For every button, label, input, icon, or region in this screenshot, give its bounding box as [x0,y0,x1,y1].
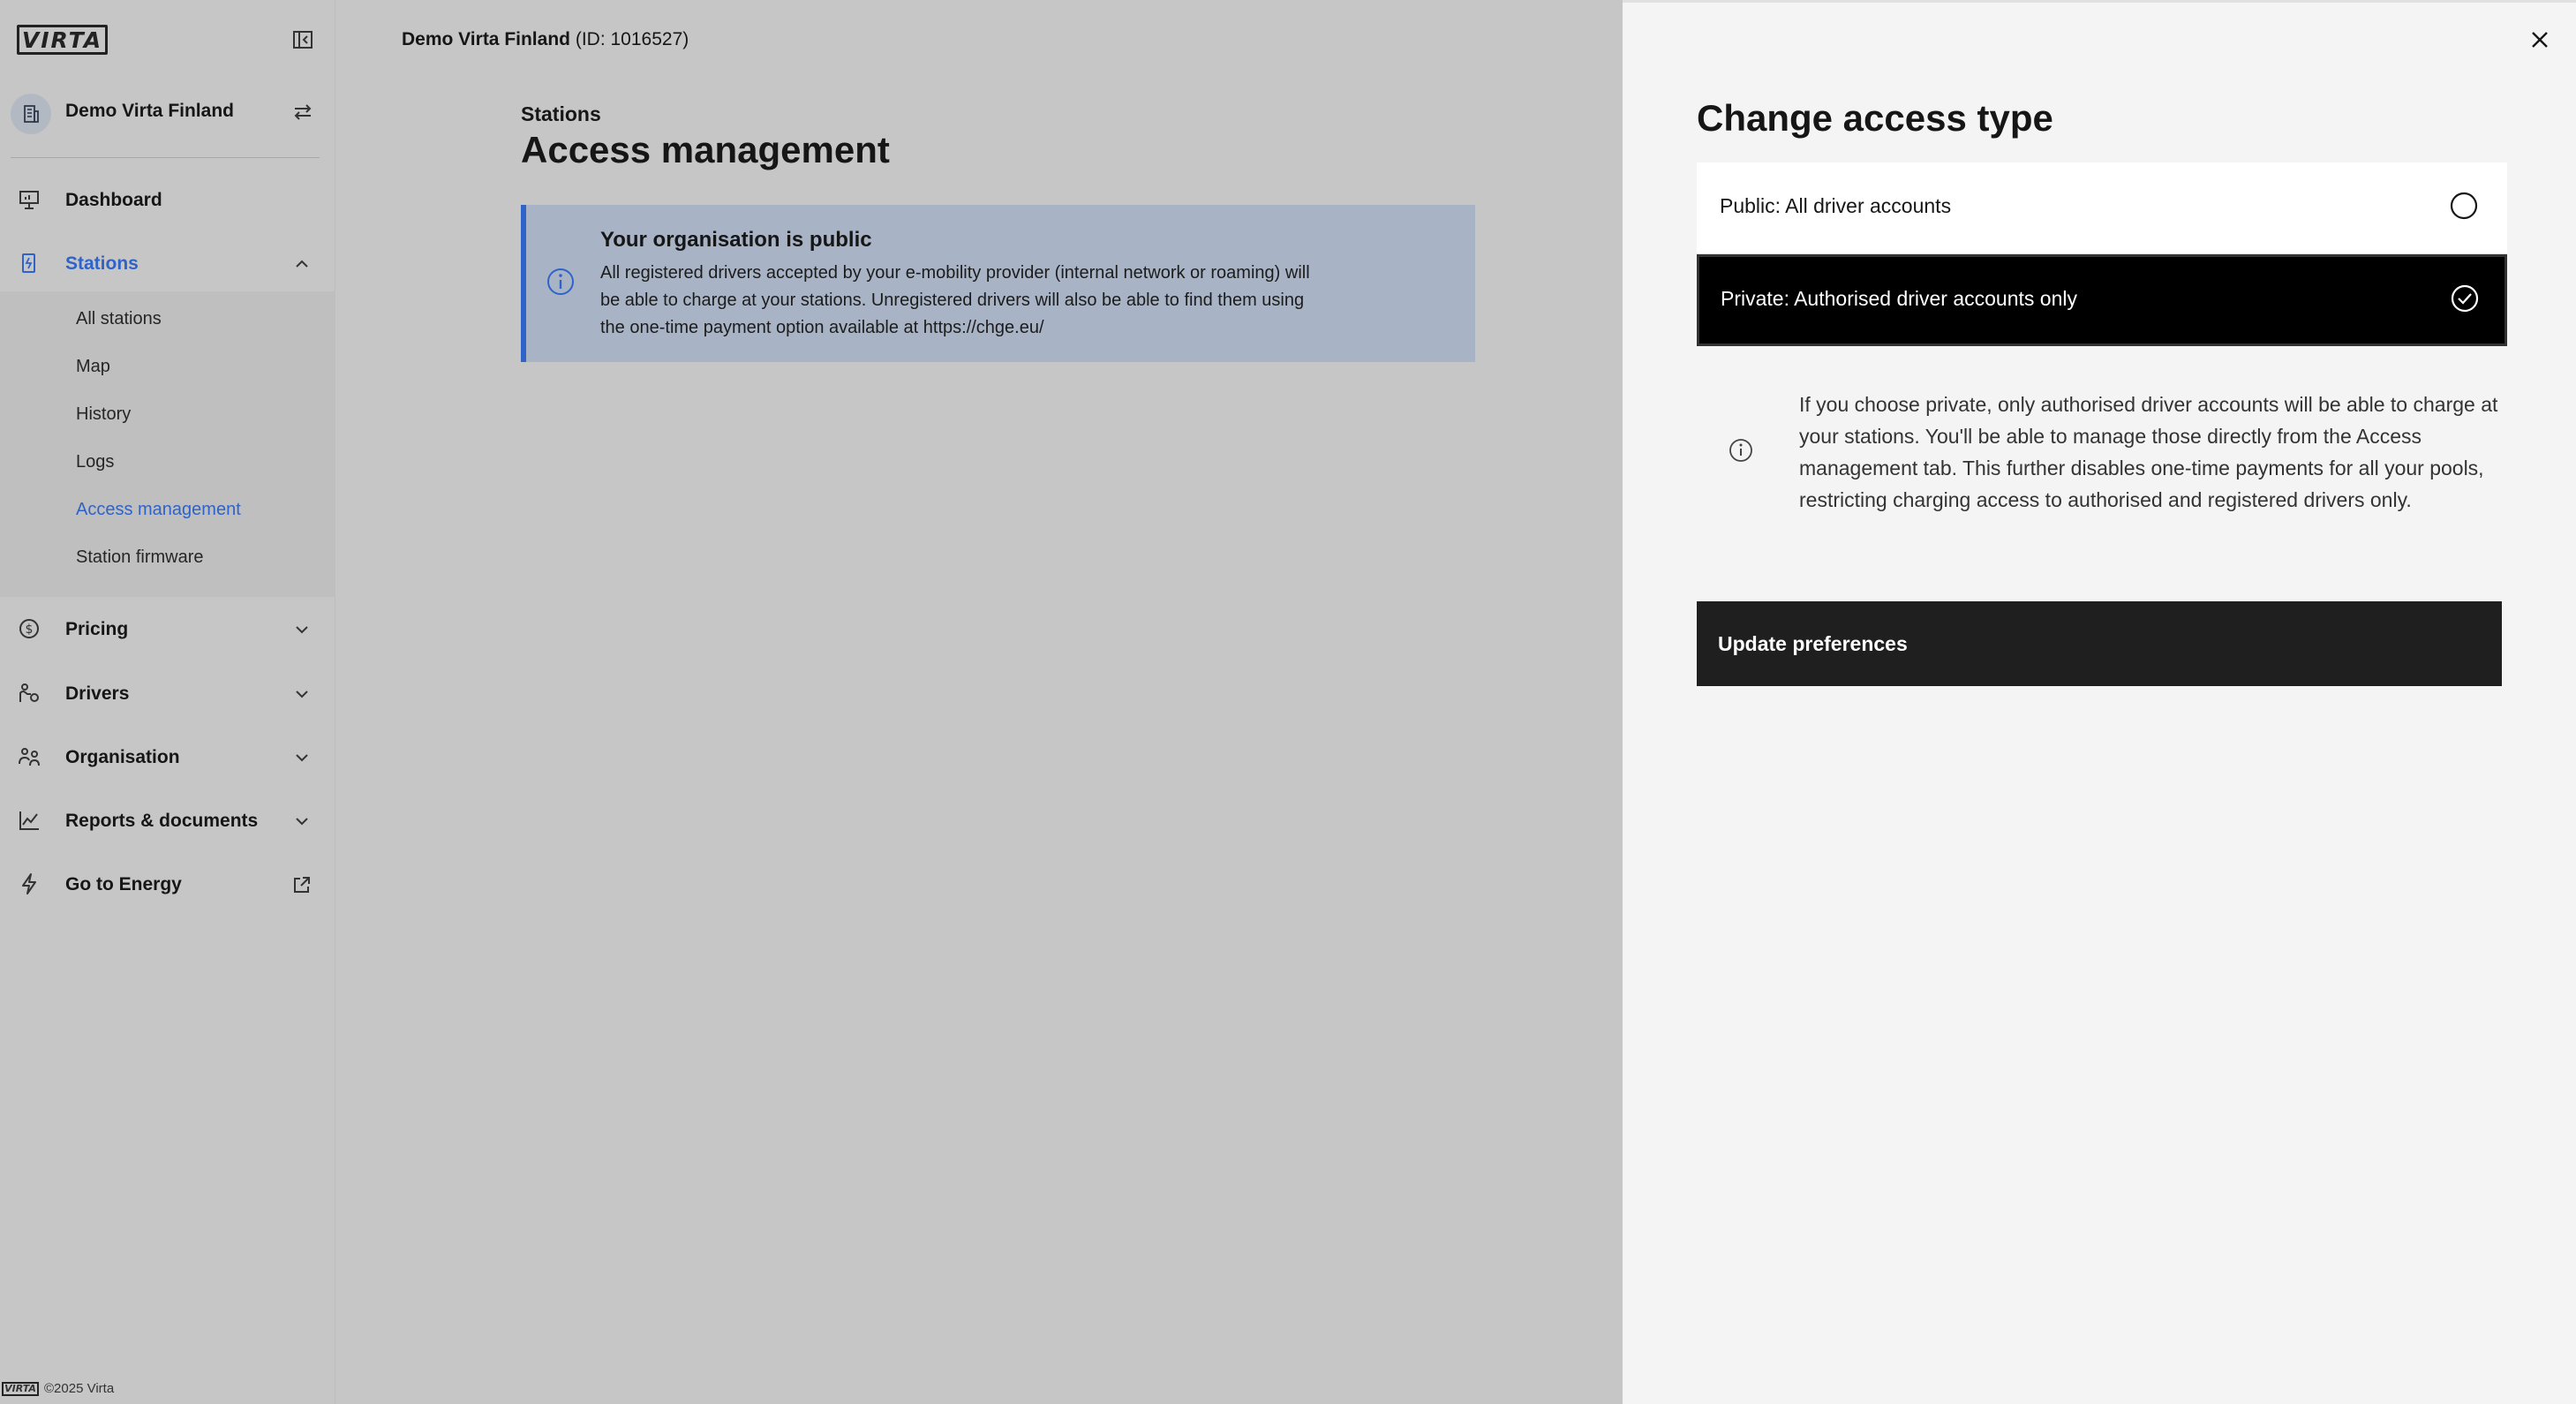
sidebar-item-dashboard[interactable] [0,173,335,226]
sidebar-subitem-map[interactable]: Map [76,357,110,376]
building-icon [20,103,41,125]
private-access-info [1697,389,2507,521]
change-access-type-panel [1623,0,2576,1404]
sidebar-item-organisation[interactable] [0,730,335,783]
notice-body: All registered drivers accepted by your e-mobility provider (internal network or roaming) will be able to charge at your stations. Unregistered drivers will also be able to find them using the one-time payment option available at https://chge.eu/ [600,263,1310,337]
chevron-down-icon [292,748,312,767]
chevron-down-icon [292,620,312,639]
virta-mini-logo: VIRTA [2,1382,39,1396]
access-option-label: Public: All driver accounts [1720,194,1952,217]
panel-title: Change access type [1697,97,2053,139]
info-icon [1729,438,1753,463]
radio-unchecked-icon [2449,191,2479,221]
line-chart-icon [18,809,41,832]
sidebar-subitem-logs[interactable]: Logs [76,452,115,472]
copyright [2,1381,114,1396]
notice-title: Your organisation is public [600,228,872,252]
sidebar-item-reports[interactable] [0,794,335,847]
checkmark-circle-icon [2450,283,2480,313]
org-header-name: Demo Virta Finland [402,29,570,49]
update-preferences-button[interactable]: Update preferences [1697,601,2502,686]
copyright-text: ©2025 Virta [44,1381,115,1396]
access-option-public[interactable] [1697,162,2507,254]
org-header-id: (ID: 1016527) [575,29,689,49]
access-option-private[interactable] [1697,254,2507,346]
info-icon [546,267,576,297]
sidebar-item-drivers[interactable] [0,667,335,720]
access-option-label: Private: Authorised driver accounts only [1721,287,2077,310]
sidebar-item-stations[interactable] [0,237,335,290]
external-link-icon [292,875,312,894]
sidebar-item-label: Drivers [65,683,130,704]
sidebar-item-label: Reports & documents [65,811,259,831]
lightning-icon [18,872,41,895]
org-avatar [11,94,51,134]
switch-arrows-icon[interactable] [291,101,314,124]
org-name: Demo Virta Finland [65,101,234,121]
sidebar-subitem-station-firmware[interactable]: Station firmware [76,547,204,567]
svg-text:$: $ [25,623,34,637]
sidebar-item-pricing[interactable] [0,602,335,655]
charging-station-icon [18,252,41,275]
sidebar-item-label: Dashboard [65,190,162,210]
chevron-down-icon [292,811,312,831]
sidebar-subitem-access-management[interactable]: Access management [76,500,241,519]
sidebar-item-label: Stations [65,253,139,274]
panel-top-border [1623,0,2576,3]
chevron-down-icon [292,684,312,704]
breadcrumb: Stations [521,102,601,125]
private-access-info-text: If you choose private, only authorised driver accounts will be able to charge at your stations. You'll be able to manage those directly from the Access management tab. This further disables one-time payments for all your pools, restricting charging access to authorised and registered drivers only. [1799,393,2498,511]
sidebar-item-label: Organisation [65,747,180,767]
sidebar [0,0,335,1404]
dashboard-icon [18,188,41,211]
close-icon[interactable] [2527,26,2553,53]
sidebar-item-go-to-energy[interactable] [0,857,335,910]
stations-submenu [0,291,335,597]
org-header [402,29,689,50]
collapse-icon [291,28,314,51]
sidebar-divider [11,157,320,158]
sidebar-subitem-history[interactable]: History [76,404,132,424]
sidebar-item-label: Go to Energy [65,874,182,894]
driver-icon [18,682,41,705]
collapse-sidebar-button[interactable] [291,28,314,51]
organisation-switcher[interactable] [0,88,335,138]
page-title: Access management [521,129,890,170]
virta-logo[interactable]: VIRTA [17,25,108,55]
chevron-up-icon [292,254,312,274]
organisation-icon [18,745,41,768]
public-organisation-notice [521,205,1475,362]
sidebar-subitem-all-stations[interactable]: All stations [76,309,162,328]
sidebar-item-label: Pricing [65,619,129,639]
dollar-icon [18,617,41,640]
